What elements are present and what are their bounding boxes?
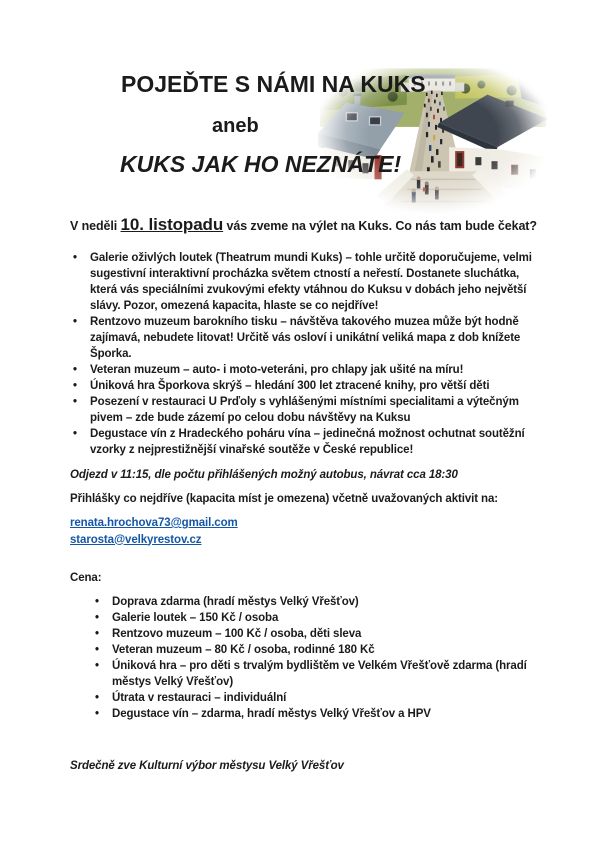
departure-info: Odjezd v 11:15, dle počtu přihlášených možný autobus, návrat cca 18:30 <box>70 469 458 481</box>
price-item: • Útrata v restauraci – individuální <box>92 690 540 706</box>
activity-item: • Rentzovo muzeum barokního tisku – návštěva takového muzea může být hodně zajímavá, nebudete litovat! Určitě vás osloví i unikátní veliká mapa z dob knížete Šporka. <box>70 314 540 362</box>
price-item: • Doprava zdarma (hradí městys Velký Vřešťov) <box>92 594 540 610</box>
flyer-body <box>70 214 540 774</box>
activity-item: • Galerie oživlých loutek (Theatrum mundi Kuks) – tohle určitě doporučujeme, velmi sugestivní interaktivní procházka světem ctností a neřestí. Dostanete sluchátka, která vás speciálními zvukovými efekty vtáhnou do Kuksu v dobách jeho největší slávy. Pozor, omezená kapacita, hlaste se co nejdříve! <box>70 250 540 314</box>
price-item: • Degustace vín – zdarma, hradí městys Velký Vřešťov a HPV <box>92 706 540 722</box>
price-heading: Cena: <box>70 572 102 584</box>
event-date: 10. listopadu <box>120 215 224 234</box>
price-item: • Rentzovo muzeum – 100 Kč / osoba, děti sleva <box>92 626 540 642</box>
price-list <box>92 594 540 722</box>
footer-signature: Srdečně zve Kulturní výbor městysu Velký Vřešťov <box>70 760 344 772</box>
email-link-renata[interactable]: renata.hrochova73@gmail.com <box>70 517 238 529</box>
price-item: • Úniková hra – pro děti s trvalým bydlištěm ve Velkém Vřešťově zdarma (hradí městys Velký Vřešťov) <box>92 658 540 690</box>
activity-item: • Veteran muzeum – auto- i moto-veteráni, pro chlapy jak ušité na míru! <box>70 362 540 378</box>
price-item: • Veteran muzeum – 80 Kč / osoba, rodinné 180 Kč <box>92 642 540 658</box>
intro-prefix: V neděli <box>70 219 121 233</box>
contact-links <box>70 515 540 548</box>
intro-suffix: vás zveme na výlet na Kuks. Co nás tam bude čekat? <box>223 219 537 233</box>
activity-item: • Úniková hra Šporkova skrýš – hledání 300 let ztracené knihy, pro větší děti <box>70 378 540 394</box>
activity-item: • Degustace vín z Hradeckého poháru vína – jedinečná možnost ochutnat soutěžní vzorky z nejprestižnější vinařské soutěže v České republice! <box>70 426 540 458</box>
activities-list <box>70 250 540 458</box>
price-item: • Galerie loutek – 150 Kč / osoba <box>92 610 540 626</box>
intro-line <box>70 214 540 237</box>
activity-item: • Posezení v restauraci U Prďoly s vyhlášenými místními specialitami a výtečným pivem – zde bude zázemí po celou dobu návštěvy na Kuksu <box>70 394 540 426</box>
page-subtitle-aneb: aneb <box>212 115 259 137</box>
page-subtitle-main: KUKS JAK HO NEZNÁTE! <box>120 151 402 177</box>
page-title: POJEĎTE S NÁMI NA KUKS <box>121 71 426 97</box>
email-link-starosta[interactable]: starosta@velkyrestov.cz <box>70 533 202 546</box>
signup-note: Přihlášky co nejdříve (kapacita míst je omezena) včetně uvažovaných aktivit na: <box>70 493 499 505</box>
